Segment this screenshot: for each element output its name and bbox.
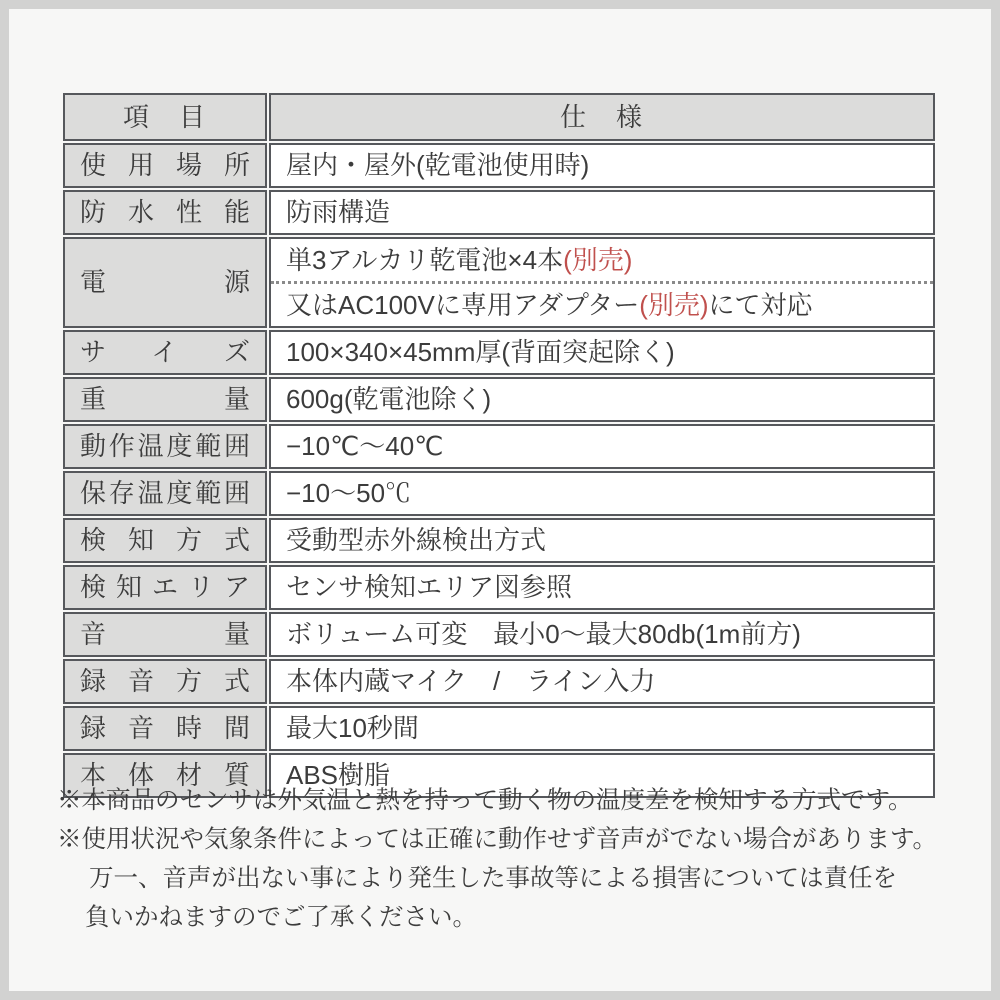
footnotes: [57, 781, 937, 937]
row-value: 本体内蔵マイク / ライン入力: [269, 659, 935, 704]
header-spec-cell: 仕 様: [269, 93, 935, 141]
table-row-volume: [63, 612, 935, 657]
table-header-row: [63, 93, 935, 141]
footnote-conditions-warning: ※使用状況や気象条件によっては正確に動作せず音声がでない場合があります。: [57, 826, 938, 853]
row-label: 保存温度範囲: [63, 471, 267, 516]
row-label: 録音方式: [63, 659, 267, 704]
footnote-sensor-principle: ※本商品のセンサは外気温と熱を持って動く物の温度差を検知する方式です。: [57, 787, 913, 814]
table-row-recording-method: [63, 659, 935, 704]
row-value: −10℃～40℃: [269, 424, 935, 469]
spec-table: [61, 91, 937, 800]
row-value: 100×340×45mm厚(背面突起除く): [269, 330, 935, 375]
power-battery-text: 単3アルカリ乾電池×4本: [286, 245, 564, 275]
row-label: 録音時間: [63, 706, 267, 751]
row-label: 使用場所: [63, 143, 267, 188]
table-row-storage-temp: [63, 471, 935, 516]
power-adapter-suffix: にて対応: [708, 290, 813, 320]
row-value: 最大10秒間: [269, 706, 935, 751]
footnote-liability-line1: 万一、音声が出ない事により発生した事故等による損害については責任を: [89, 865, 898, 892]
row-label: 本体材質: [63, 753, 267, 798]
table-row-operating-temp: [63, 424, 935, 469]
row-value: −10～50℃: [269, 471, 935, 516]
row-label: 検知エリア: [63, 565, 267, 610]
table-row-detection-area: [63, 565, 935, 610]
row-label: 検知方式: [63, 518, 267, 563]
row-label: 防水性能: [63, 190, 267, 235]
table-row-recording-time: [63, 706, 935, 751]
row-label: 音量: [63, 612, 267, 657]
row-value: ABS樹脂: [269, 753, 935, 798]
row-label: 電源: [63, 237, 267, 328]
power-line-battery: [271, 239, 933, 281]
table-row-waterproof: [63, 190, 935, 235]
table-row-detection-method: [63, 518, 935, 563]
power-value-cell: [269, 237, 935, 328]
row-label: 動作温度範囲: [63, 424, 267, 469]
row-label: 重量: [63, 377, 267, 422]
row-value: ボリューム可変 最小0～最大80db(1m前方): [269, 612, 935, 657]
table-row-usage-place: [63, 143, 935, 188]
row-value: 600g(乾電池除く): [269, 377, 935, 422]
row-value: 受動型赤外線検出方式: [269, 518, 935, 563]
table-row-size: [63, 330, 935, 375]
power-adapter-text: 又はAC100Vに専用アダプター: [286, 290, 640, 320]
row-value: センサ検知エリア図参照: [269, 565, 935, 610]
table-row-power: [63, 237, 935, 328]
table-row-weight: [63, 377, 935, 422]
row-label: サイズ: [63, 330, 267, 375]
sold-separately-badge: (別売): [563, 245, 633, 275]
footnote-liability-line2: 負いかねますのでご了承ください。: [85, 904, 477, 931]
row-value: 屋内・屋外(乾電池使用時): [269, 143, 935, 188]
header-item-cell: 項 目: [63, 93, 267, 141]
power-line-adapter: [271, 281, 933, 326]
sold-separately-badge: (別売): [639, 290, 709, 320]
row-value: 防雨構造: [269, 190, 935, 235]
